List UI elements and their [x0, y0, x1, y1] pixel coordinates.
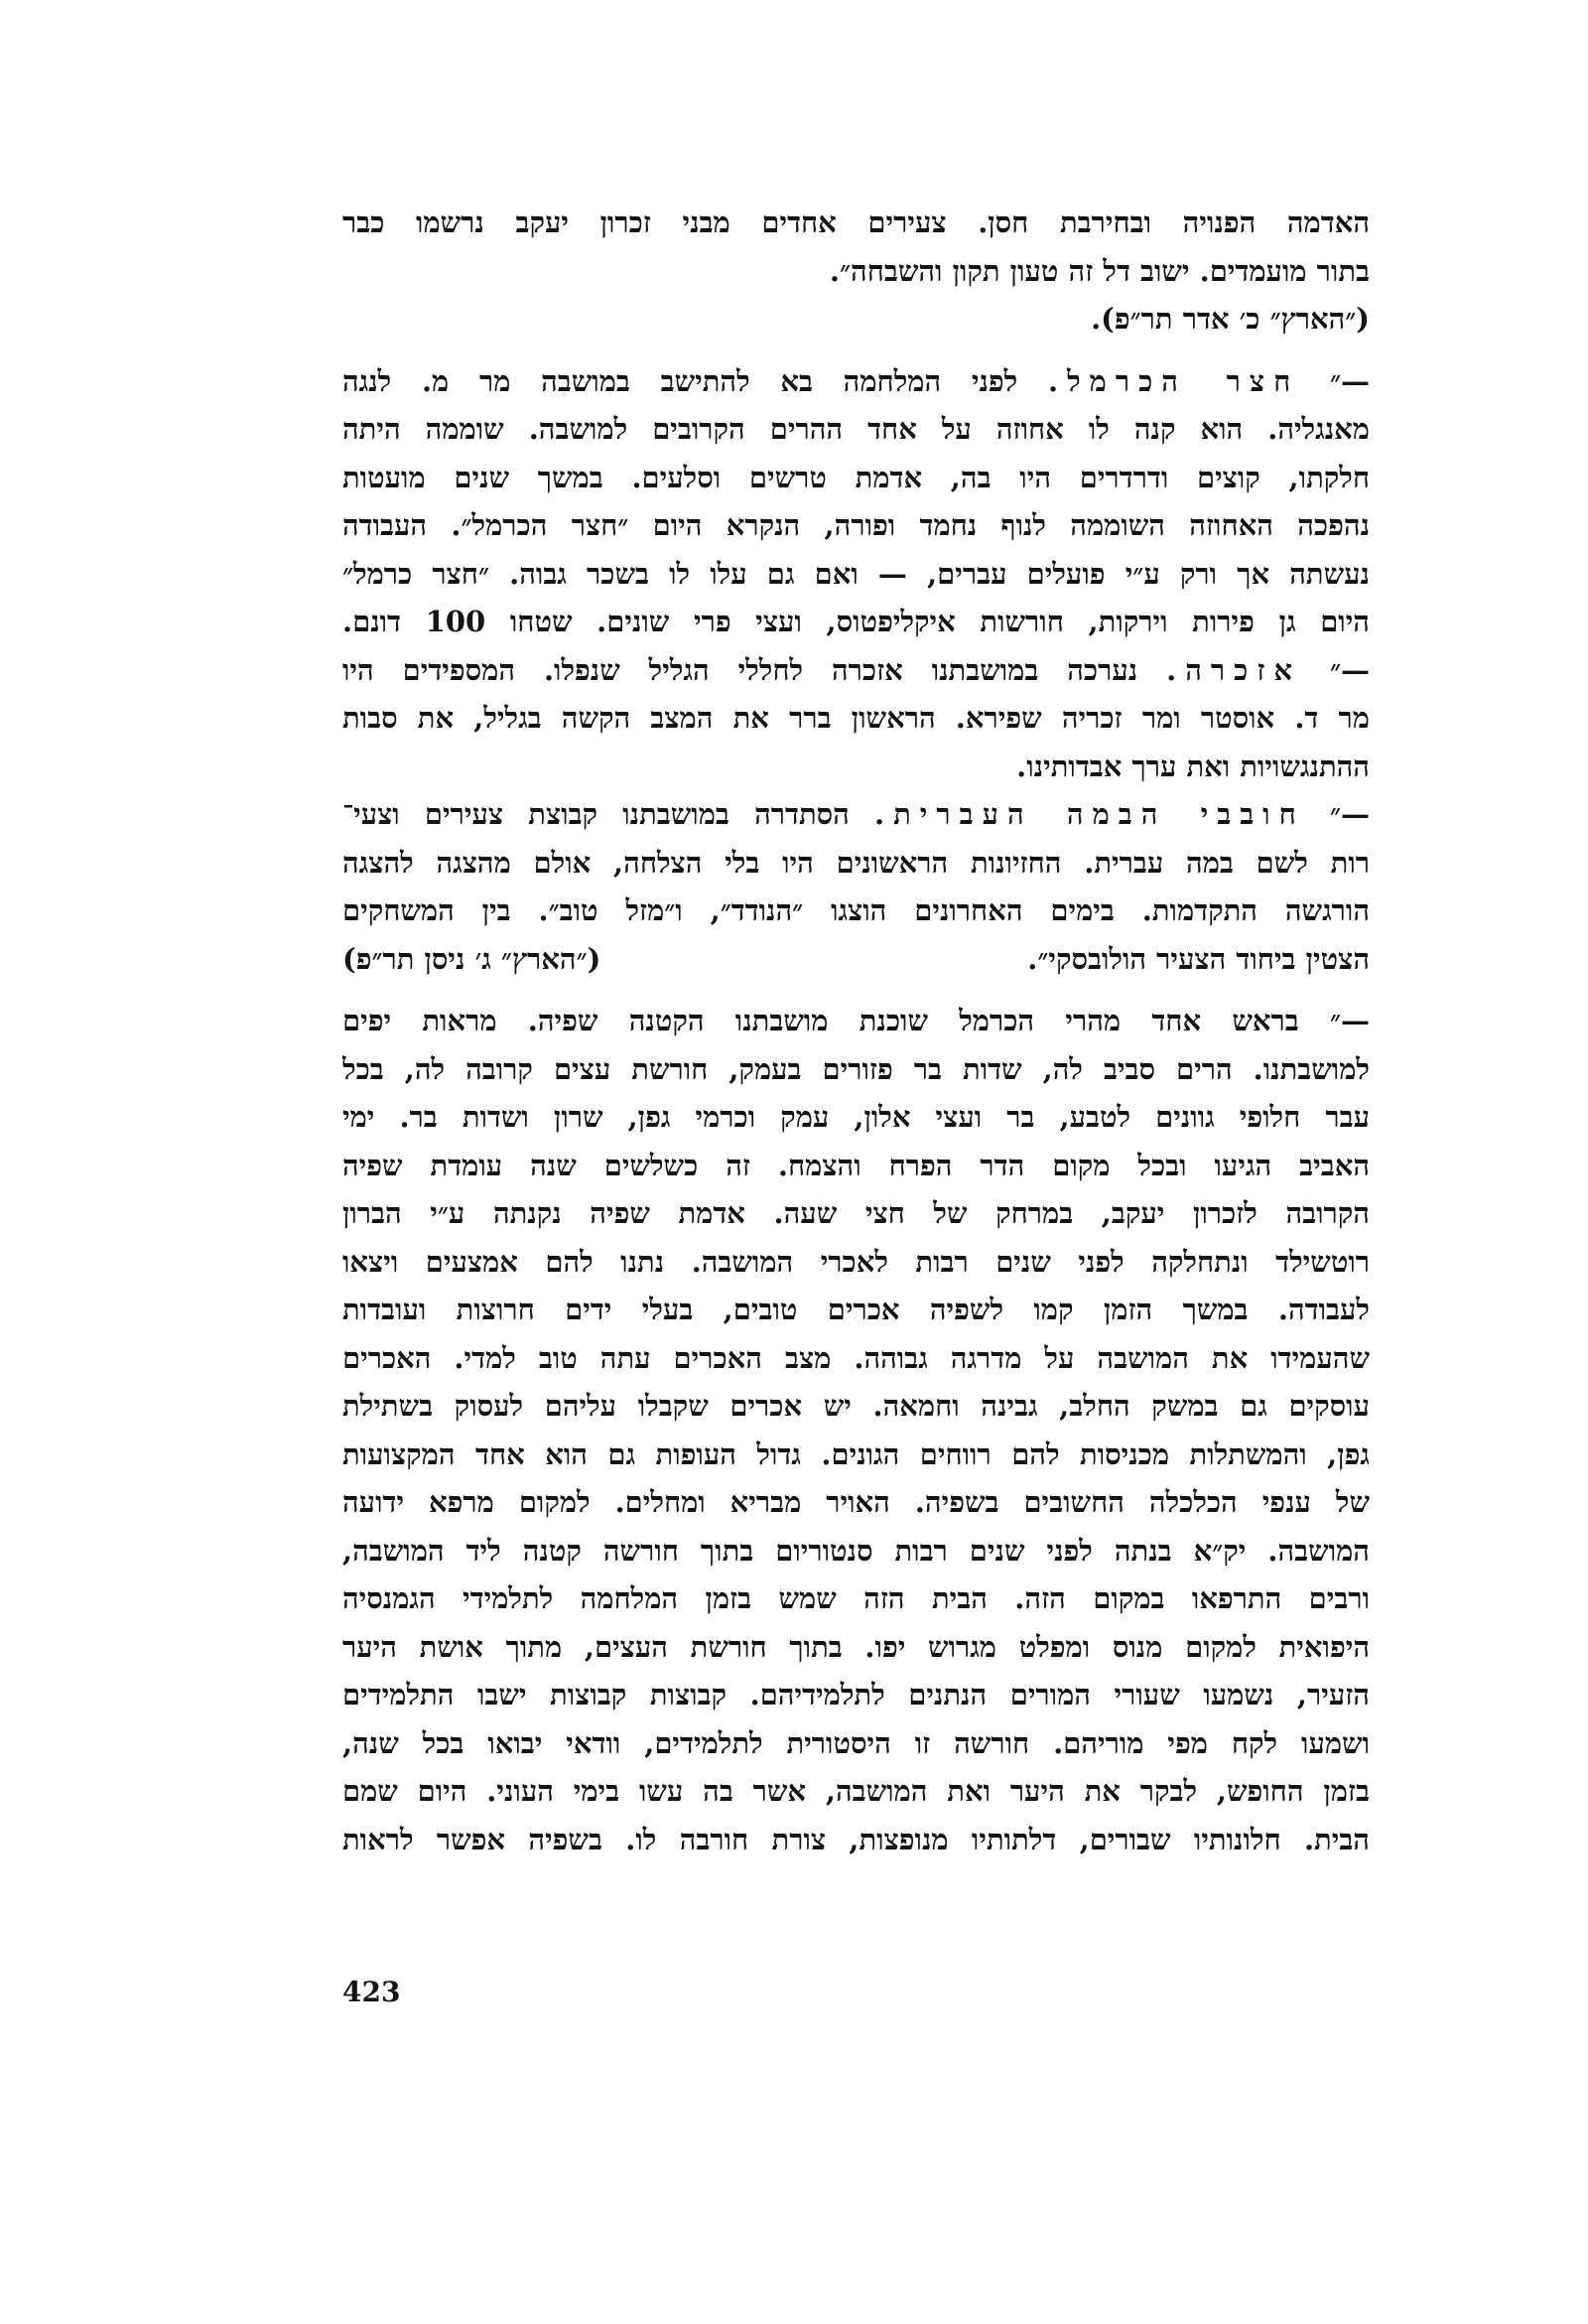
text-run: הסתדרה במושבתנו קבוצת צעירים וצעי־: [342, 797, 850, 831]
dash: —״: [1329, 797, 1370, 831]
text-line: [342, 790, 1370, 839]
text-line: המושבה. יק״א בנתה לפני שנים רבות סנטוריום בתוך חורשה קטנה ליד המושבה,: [342, 1533, 1370, 1568]
text-line: היפואית למקום מנוס ומפלט מגרוש יפו. בתוך חורשת העצים, מתוך אושת היער: [342, 1629, 1370, 1664]
paragraph-shfeya: [342, 997, 1370, 1863]
citation: (״הארץ״ כ׳ אדר תר״פ).: [1091, 302, 1370, 336]
section-heading: אזכרה.: [1166, 652, 1302, 687]
text-line: שהעמידו את המושבה על מדרגה גבוהה. מצב האכרים עתה טוב למדי. האכרים: [342, 1340, 1370, 1375]
page-number: 423: [342, 1976, 401, 2008]
text-run: נערכה במושבתנו אזכרה לחללי הגליל שנפלו. המספידים היו: [342, 652, 1138, 687]
text-line: למושבתנו. הרים סביב לה, שדות בר פזורים בעמק, חורשת עצים קרובה לה, בכל: [342, 1051, 1370, 1086]
text-run: הצטין ביחוד הצעיר הולובסקי״.: [1027, 941, 1370, 976]
text-line: עוסקים גם במשק החלב, גבינה וחמאה. יש אכרים שקבלו עליהם לעסוק בשתילת: [342, 1389, 1370, 1423]
text-line: חלקתו, קוצים ודרדרים היו בה, אדמת טרשים וסלעים. במשך שנים מועטות: [342, 460, 1370, 494]
text-line: בזמן החופש, לבקר את היער ואת המושבה, אשר בה עשו בימי העוני. היום שמם: [342, 1774, 1370, 1808]
paragraph-hovevei-habama: [342, 790, 1370, 983]
text-line: של ענפי הכלכלה החשובים בשפיה. האויר מבריא ומחלים. למקום מרפא ידועה: [342, 1485, 1370, 1519]
section-heading: חצר הכרמל.: [1047, 363, 1300, 398]
text-line: ורבים התרפאו במקום הזה. הבית הזה שמש בזמן המלחמה לתלמידי הגמנסיה: [342, 1581, 1370, 1615]
text-line: נהפכה האחוזה השוממה לנוף נחמד ופורה, הנקרא היום ״חצר הכרמל״. העבודה: [342, 508, 1370, 542]
text-line: מר ד. אוסטר ומר זכריה שפירא. הראשון ברר את המצב הקשה בגליל, את סבות: [342, 701, 1370, 735]
text-line: נעשתה אך ורק ע״י פועלים עברים, — ואם גם עלו לו בשכר גבוה. ״חצר כרמל״: [342, 556, 1370, 591]
text-line: [342, 357, 1370, 406]
text-run: לפני המלחמה בא להתישב במושבה מר מ. לנגה: [342, 363, 1018, 398]
text-line: הזעיר, נשמעו שעורי המורים הנתנים לתלמידיהם. קבוצות קבוצות ישבו התלמידים: [342, 1678, 1370, 1711]
text-line: הקרובה לזכרון יעקב, במרחק של חצי שעה. אדמת שפיה נקנתה ע״י הברון: [342, 1196, 1370, 1230]
text-line: —״ בראש אחד מהרי הכרמל שוכנת מושבתנו הקטנה שפיה. מראות יפים: [342, 1004, 1370, 1037]
text-line: ושמעו לקח מפי מוריהם. חורשה זו היסטורית לתלמידים, וודאי יבואו בכל שנה,: [342, 1725, 1370, 1760]
text-line: ההתנגשויות ואת ערך אבדותינו.: [1016, 749, 1370, 783]
text-line: גפן, והמשתלות מכניסות להם רווחים הגונים. גדול העופות גם הוא אחד המקצועות: [342, 1436, 1370, 1471]
continued-paragraph: [342, 199, 1370, 343]
text-line: מאנגליה. הוא קנה לו אחוזה על אחד ההרים הקרובים למושבה. שוממה היתה: [342, 412, 1370, 446]
text-line: האדמה הפנויה ובחירבת חסן. צעירים אחדים מבני זכרון יעקב נרשמו כבר: [342, 205, 1370, 239]
text-line: הבית. חלונותיו שבורים, דלתותיו מנופצות, צורת חורבה לו. בשפיה אפשר לראות: [342, 1822, 1370, 1856]
document-page: [342, 199, 1370, 1863]
text-line: רוטשילד ונתחלקה לפני שנים רבות לאכרי המושבה. נתנו להם אמצעים ויצאו: [342, 1244, 1370, 1279]
text-line: רות לשם במה עברית. החזיונות הראשונים היו בלי הצלחה, אולם מהצגה להצגה: [342, 845, 1370, 880]
dash: —״: [1329, 363, 1370, 398]
text-line: [342, 646, 1370, 695]
text-line: לעבודה. במשך הזמן קמו לשפיה אכרים טובים, בעלי ידים חרוצות ועובדות: [342, 1293, 1370, 1326]
text-line: בתור מועמדים. ישוב דל זה טעון תקון והשבחה״.: [829, 253, 1370, 288]
text-line: האביב הגיעו ובכל מקום הדר הפרח והצמח. זה כשלשים שנה עומדת שפיה: [342, 1148, 1370, 1182]
paragraph-azkara: [342, 646, 1370, 791]
dash: —״: [1329, 652, 1370, 687]
text-line: עבר חלופי גוונים לטבע, בר ועצי אלון, עמק וכרמי גפן, שרון ושדות בר. ימי: [342, 1100, 1370, 1134]
text-line: הורגשה התקדמות. בימים האחרונים הוצגו ״הנודד״, ו״מזל טוב״. בין המשחקים: [342, 893, 1370, 927]
citation: (״הארץ״ ג׳ ניסן תר״פ): [342, 941, 601, 976]
text-line: [342, 935, 1370, 984]
paragraph-chatzer-hacarmel: [342, 357, 1370, 646]
text-line: היום גן פירות וירקות, חורשות איקליפטוס, ועצי פרי שונים. שטחו 100 דונם.: [342, 605, 1370, 638]
section-heading: חובבי הבמה העברית.: [874, 797, 1305, 831]
